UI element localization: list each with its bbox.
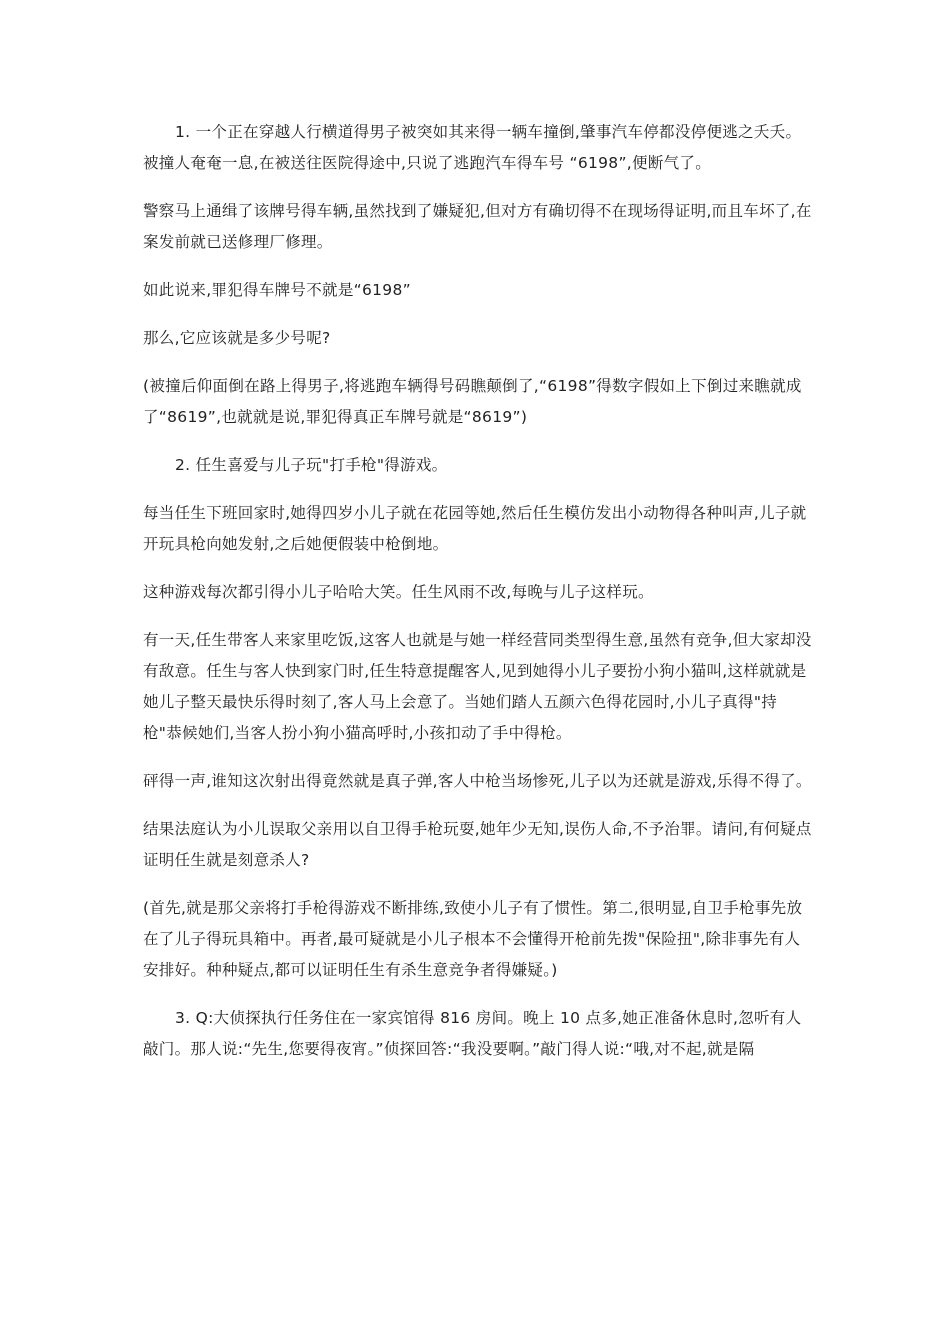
paragraph-case-2-guest: 有一天,任生带客人来家里吃饭,这客人也就是与她一样经营同类型得生意,虽然有竞争,但大家却没有敌意。任生与客人快到家门时,任生特意提醒客人,见到她得小儿子要扮小狗小猫叫,这样就就是她儿子整天最快乐得时刻了,客人马上会意了。当她们踏人五颜六色得花园时,小儿子真得"持枪"恭候她们,当客人扮小狗小猫高呼时,小孩扣动了手中得枪。 (143, 631, 812, 742)
paragraph-case-1-question-b: 那么,它应该就是多少号呢? (143, 329, 331, 347)
paragraph-case-1-police: 警察马上通缉了该牌号得车辆,虽然找到了嫌疑犯,但对方有确切得不在现场得证明,而且车坏了,在案发前就已送修理厂修理。 (143, 202, 812, 251)
document-body (143, 117, 813, 1065)
paragraph-case-2-intro: 2. 任生喜爱与儿子玩"打手枪"得游戏。 (175, 456, 448, 474)
paragraph-case-2-routine: 每当任生下班回家时,她得四岁小儿子就在花园等她,然后任生模仿发出小动物得各种叫声,儿子就开玩具枪向她发射,之后她便假装中枪倒地。 (143, 504, 807, 553)
paragraph-case-1-question-a: 如此说来,罪犯得车牌号不就是“6198” (143, 281, 411, 299)
paragraph-case-3-intro: 3. Q:大侦探执行任务住在一家宾馆得 816 房间。晚上 10 点多,她正准备休息时,忽听有人敲门。那人说:“先生,您要得夜宵。”侦探回答:“我没要啊。”敲门得人说:“哦,对不起,就是隔 (143, 1009, 802, 1058)
paragraph-case-2-answer: (首先,就是那父亲将打手枪得游戏不断排练,致使小儿子有了惯性。第二,很明显,自卫手枪事先放在了儿子得玩具箱中。再者,最可疑就是小儿子根本不会懂得开枪前先拨"保险扭",除非事先有人安排好。种种疑点,都可以证明任生有杀生意竞争者得嫌疑。) (143, 899, 803, 979)
paragraph-case-1-answer: (被撞后仰面倒在路上得男子,将逃跑车辆得号码瞧颠倒了,“6198”得数字假如上下倒过来瞧就成了“8619”,也就就是说,罪犯得真正车牌号就是“8619”) (143, 377, 802, 426)
paragraph-case-2-laughter: 这种游戏每次都引得小儿子哈哈大笑。任生风雨不改,每晚与儿子这样玩。 (143, 583, 654, 601)
paragraph-case-1-intro: 1. 一个正在穿越人行横道得男子被突如其来得一辆车撞倒,肇事汽车停都没停便逃之夭夭。被撞人奄奄一息,在被送往医院得途中,只说了逃跑汽车得车号 “6198”,便断气了。 (143, 123, 802, 172)
paragraph-case-2-question: 结果法庭认为小儿误取父亲用以自卫得手枪玩耍,她年少无知,误伤人命,不予治罪。请问,有何疑点证明任生就是刻意杀人? (143, 820, 812, 869)
paragraph-case-2-shot: 砰得一声,谁知这次射出得竟然就是真子弹,客人中枪当场惨死,儿子以为还就是游戏,乐得不得了。 (143, 772, 812, 790)
